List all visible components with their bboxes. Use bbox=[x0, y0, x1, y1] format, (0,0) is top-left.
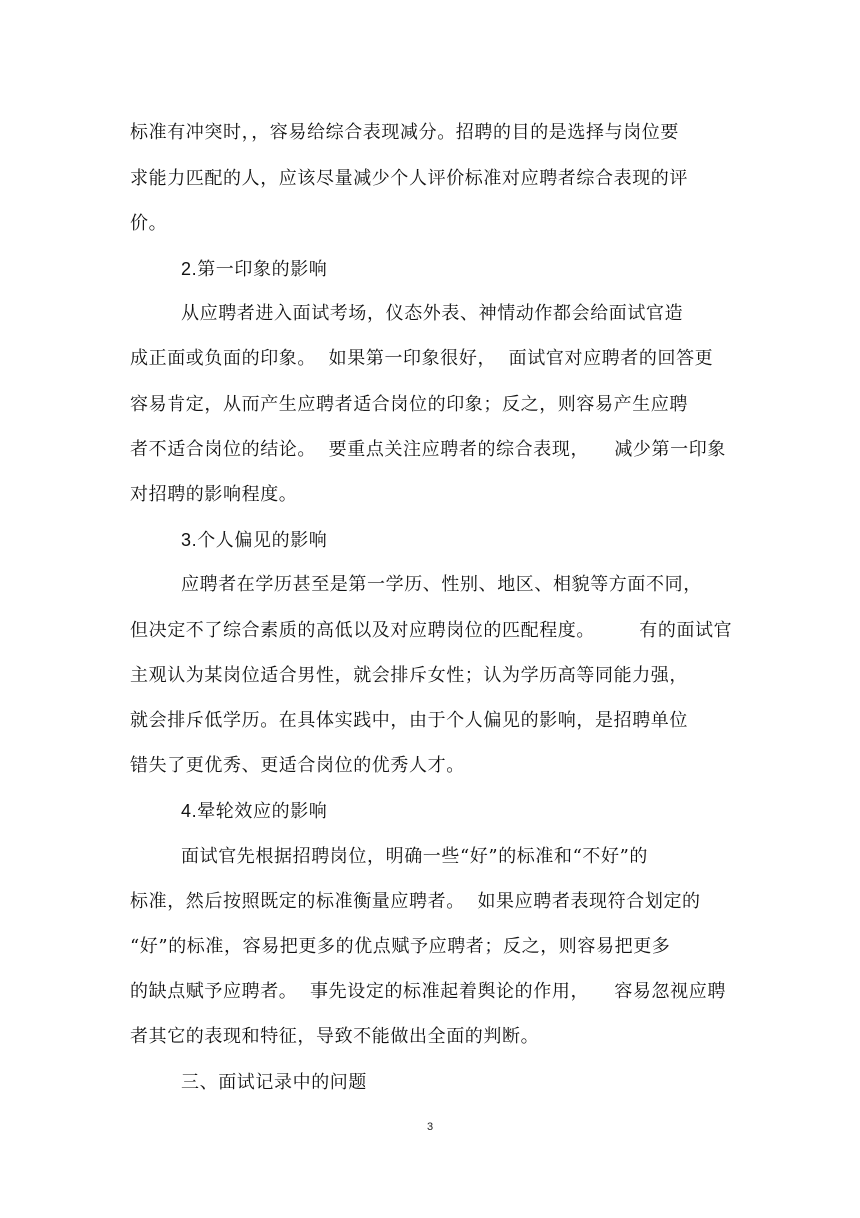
section-heading: 4.晕轮效应的影响 bbox=[181, 801, 328, 821]
paragraph-line: “好”的标准，容易把更多的优点赋予应聘者；反之，则容易把更多 bbox=[130, 936, 671, 957]
paragraph-line: 主观认为某岗位适合男性，就会排斥女性；认为学历高等同能力强， bbox=[130, 665, 688, 686]
section-heading: 3.个人偏见的影响 bbox=[181, 530, 328, 550]
paragraph-line: 标准有冲突时，，容易给综合表现减分。招聘的目的是选择与岗位要 bbox=[130, 122, 679, 143]
paragraph-line: 者不适合岗位的结论。 要重点关注应聘者的综合表现， 减少第一印象 bbox=[130, 439, 726, 460]
paragraph-line: 容易肯定，从而产生应聘者适合岗位的印象；反之，则容易产生应聘 bbox=[130, 394, 688, 415]
paragraph-line: 的缺点赋予应聘者。 事先设定的标准起着舆论的作用， 容易忽视应聘 bbox=[130, 981, 726, 1002]
paragraph-line: 从应聘者进入面试考场，仪态外表、神情动作都会给面试官造 bbox=[181, 303, 684, 324]
paragraph-line: 标准，然后按照既定的标准衡量应聘者。 如果应聘者表现符合划定的 bbox=[130, 891, 701, 912]
page-number: 3 bbox=[426, 1121, 434, 1133]
paragraph-line: 求能力匹配的人，应该尽量减少个人评价标准对应聘者综合表现的评 bbox=[130, 168, 688, 189]
paragraph-line: 但决定不了综合素质的高低以及对应聘岗位的匹配程度。 有的面试官 bbox=[130, 620, 733, 641]
paragraph-line: 面试官先根据招聘岗位，明确一些“好”的标准和“不好”的 bbox=[181, 846, 649, 867]
paragraph-line: 对招聘的影响程度。 bbox=[130, 484, 298, 505]
paragraph-line: 就会排斥低学历。在具体实践中，由于个人偏见的影响，是招聘单位 bbox=[130, 710, 688, 731]
section-heading: 三、面试记录中的问题 bbox=[181, 1072, 367, 1093]
section-heading: 2.第一印象的影响 bbox=[181, 259, 328, 279]
paragraph-line: 价。 bbox=[130, 213, 168, 234]
paragraph-line: 错失了更优秀、更适合岗位的优秀人才。 bbox=[130, 755, 465, 776]
paragraph-line: 应聘者在学历甚至是第一学历、性别、地区、相貌等方面不同， bbox=[181, 574, 702, 595]
paragraph-line: 成正面或负面的印象。 如果第一印象很好， 面试官对应聘者的回答更 bbox=[130, 348, 714, 369]
paragraph-line: 者其它的表现和特征，导致不能做出全面的判断。 bbox=[130, 1026, 540, 1047]
